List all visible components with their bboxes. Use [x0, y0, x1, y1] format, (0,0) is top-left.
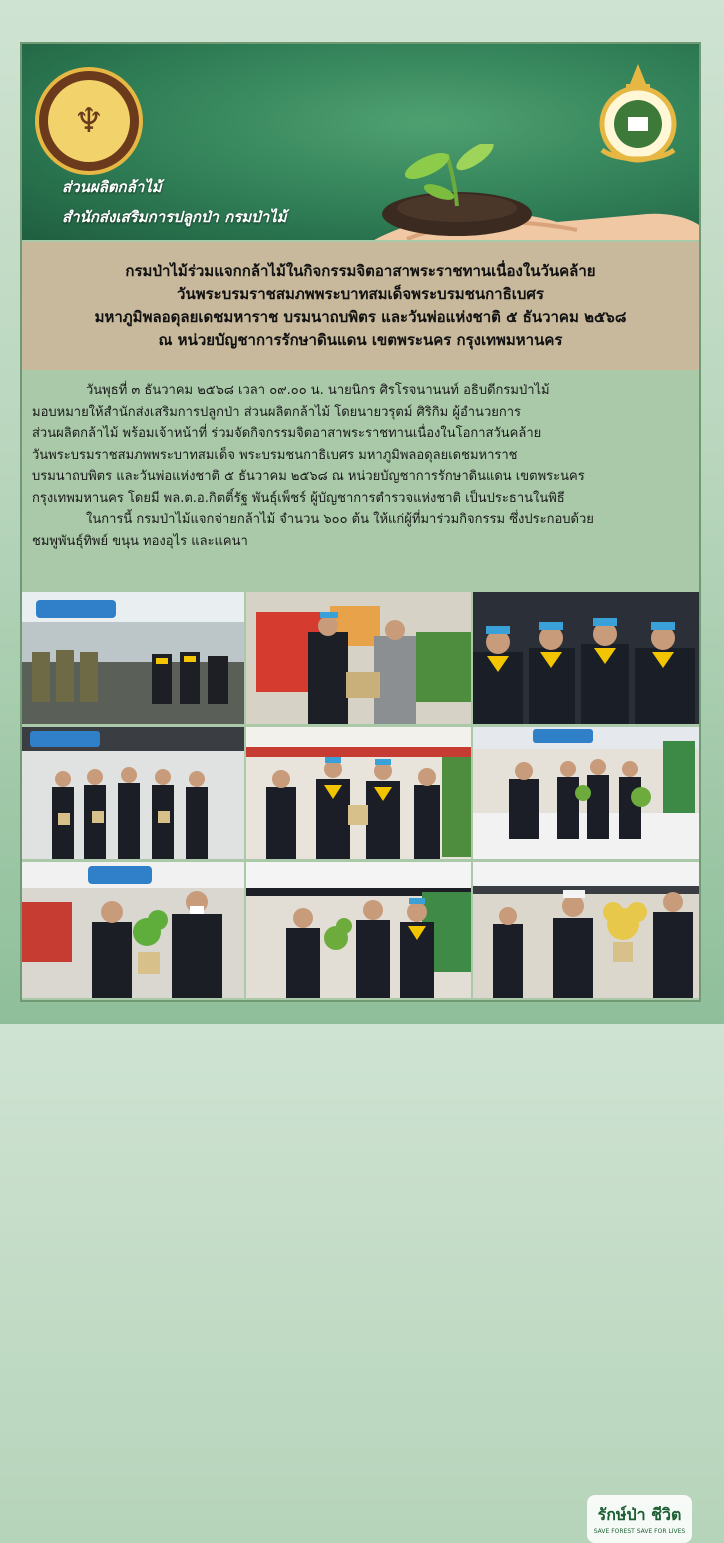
event-photo — [22, 727, 244, 859]
headline-line-2: วันพระบรมราชสมภพพระบาทสมเด็จพระบรมชนกาธิเบศร — [177, 285, 544, 303]
org-line-2: สำนักส่งเสริมการปลูกป่า กรมป่าไม้ — [62, 208, 287, 226]
event-photo — [22, 592, 244, 724]
org-title — [62, 172, 287, 232]
event-photo — [473, 727, 699, 859]
event-photo — [22, 862, 244, 998]
body-line: วันพุธที่ ๓ ธันวาคม ๒๕๖๘ เวลา ๐๙.๐๐ น. นายนิกร ศิรโรจนานนท์ อธิบดีกรมป่าไม้ — [86, 383, 550, 398]
emblem-seal-icon — [592, 62, 684, 164]
headline-box — [22, 242, 699, 370]
headline-line-1: กรมป่าไม้ร่วมแจกกล้าไม้ในกิจกรรมจิตอาสาพระราชทานเนื่องในวันคล้าย — [125, 262, 596, 280]
event-photo — [246, 592, 471, 724]
photo-collage — [22, 592, 699, 1535]
body-line: บรมนาถบพิตร และวันพ่อแห่งชาติ ๕ ธันวาคม ๒๕๖๘ ณ หน่วยบัญชาการรักษาดินแดน เขตพระนคร — [32, 469, 585, 484]
body-line: มอบหมายให้สำนักส่งเสริมการปลูกป่า ส่วนผลิตกล้าไม้ โดยนายวรุตม์ ศิริกิม ผู้อำนวยการ — [32, 404, 522, 420]
body-line: ในการนี้ กรมป่าไม้แจกจ่ายกล้าไม้ จำนวน ๖๐๐ ต้น ให้แก่ผู้ที่มาร่วมกิจกรรม ซึ่งประกอบด้วย — [86, 512, 594, 527]
org-line-1: ส่วนผลิตกล้าไม้ — [62, 178, 162, 196]
royal-forest-department-logo — [35, 67, 143, 175]
article-body — [32, 380, 692, 552]
event-photo — [473, 862, 699, 998]
deity-emblem-icon: ♆ — [48, 80, 130, 162]
event-photo — [473, 592, 699, 724]
body-line: กรุงเทพมหานคร โดยมี พล.ต.อ.กิตติ์รัฐ พันธุ์เพ็ชร์ ผู้บัญชาการตำรวจแห่งชาติ เป็นประธานในพิธี — [32, 490, 565, 506]
body-line: วันพระบรมราชสมภพพระบาทสมเด็จ พระบรมชนกาธิเบศร มหาภูมิพลอดุลยเดชมหาราช — [32, 447, 518, 463]
header-banner — [22, 44, 699, 240]
body-line: ส่วนผลิตกล้าไม้ พร้อมเจ้าหน้าที่ ร่วมจัดกิจกรรมจิตอาสาพระราชทานเนื่องในโอกาสวันคล้าย — [32, 426, 542, 441]
poster-frame — [20, 42, 701, 1535]
brand-tagline: SAVE FOREST SAVE FOR LIVES — [593, 1528, 686, 1535]
body-line: ชมพูพันธุ์ทิพย์ ขนุน ทองอุไร และแคนา — [32, 533, 248, 549]
event-photo — [246, 727, 471, 859]
headline-line-3: มหาภูมิพลอดุลยเดชมหาราช บรมนาถบพิตร และวันพ่อแห่งชาติ ๕ ธันวาคม ๒๕๖๘ — [94, 308, 627, 326]
brand-name: รักษ์ป่า ชีวิต — [597, 1505, 682, 1524]
save-forest-brand-logo — [587, 1495, 692, 1543]
event-photo — [246, 862, 471, 998]
headline-line-4: ณ หน่วยบัญชาการรักษาดินแดน เขตพระนคร กรุงเทพมหานคร — [158, 331, 563, 349]
